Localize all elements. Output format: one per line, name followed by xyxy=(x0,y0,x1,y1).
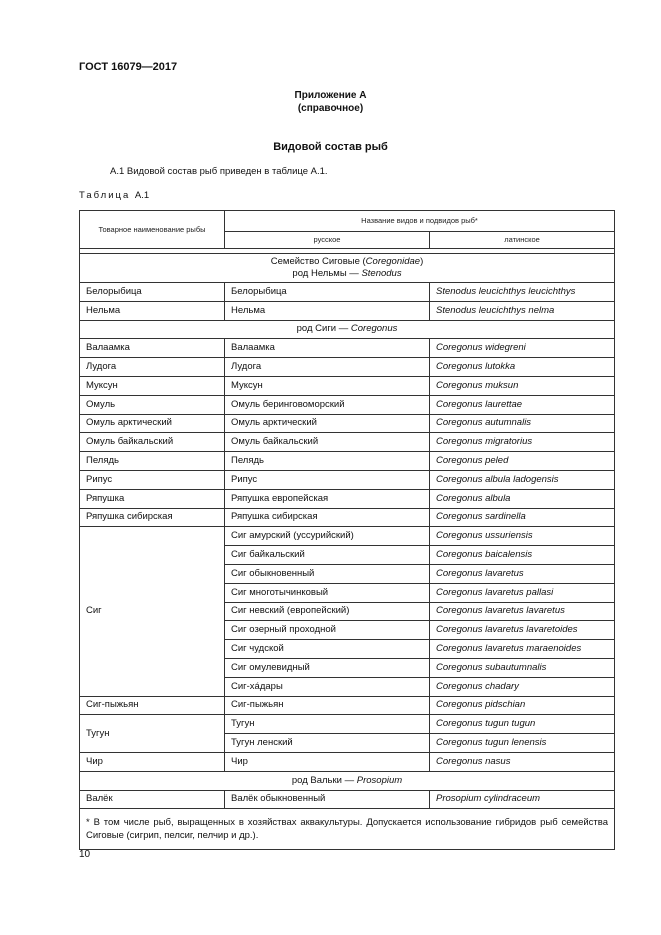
table-cell: Coregonus albula ladogensis xyxy=(430,470,615,489)
table-cell: Ряпушка xyxy=(80,489,225,508)
header-species-names: Название видов и подвидов рыб* xyxy=(225,211,615,232)
table-footnote: * В том числе рыб, выращенных в хозяйствах аквакультуры. Допускается использование гибридов рыб семейства Сиговые (сигрип, пелсиг, пелчир и др.). xyxy=(80,809,615,850)
header-trade-name: Товарное наименование рыбы xyxy=(80,211,225,249)
table-cell: Омуль байкальский xyxy=(225,433,430,452)
table-cell: Coregonus chadary xyxy=(430,677,615,696)
page-number: 10 xyxy=(79,849,91,860)
table-cell: Coregonus lavaretus lavaretoides xyxy=(430,621,615,640)
table-cell: Омуль арктический xyxy=(80,414,225,433)
genus-heading-valki: род Вальки — Prosopium xyxy=(80,771,615,790)
header-russian: русское xyxy=(225,232,430,249)
table-cell: Сиг-хáдары xyxy=(225,677,430,696)
table-cell: Ряпушка европейская xyxy=(225,489,430,508)
table-cell: Сиг озерный проходной xyxy=(225,621,430,640)
table-cell: Муксун xyxy=(80,376,225,395)
table-cell: Валёк xyxy=(80,790,225,809)
header-row xyxy=(80,211,615,232)
genus-heading-sigi: род Сиги — Coregonus xyxy=(80,320,615,339)
table-row xyxy=(80,489,615,508)
table-cell: Сиг обыкновенный xyxy=(225,564,430,583)
table-row xyxy=(80,452,615,471)
table-row xyxy=(80,527,615,546)
table-cell: Лудога xyxy=(225,358,430,377)
tugun-group-trade: Тугун xyxy=(80,715,225,753)
table-cell: Coregonus ussuriensis xyxy=(430,527,615,546)
table-cell: Сиг амурский (уссурийский) xyxy=(225,527,430,546)
table-cell: Coregonus lutokka xyxy=(430,358,615,377)
table-cell: Ряпушка сибирская xyxy=(225,508,430,527)
appendix-subtitle: (справочное) xyxy=(297,103,364,114)
table-row xyxy=(80,358,615,377)
table-cell: Ряпушка сибирская xyxy=(80,508,225,527)
table-cell: Coregonus tugun lenensis xyxy=(430,734,615,753)
table-cell: Coregonus baicalensis xyxy=(430,546,615,565)
table-cell: Coregonus tugun tugun xyxy=(430,715,615,734)
family-row xyxy=(80,254,615,283)
table-cell: Белорыбица xyxy=(225,283,430,302)
intro-paragraph: А.1 Видовой состав рыб приведен в таблице А.1. xyxy=(110,166,328,177)
table-cell: Омуль беринговоморский xyxy=(225,395,430,414)
table-caption xyxy=(79,190,149,201)
table-cell: Пелядь xyxy=(80,452,225,471)
table-row xyxy=(80,790,615,809)
table-cell: Валаамка xyxy=(80,339,225,358)
appendix-title: Приложение А xyxy=(294,90,367,101)
table-cell: Coregonus nasus xyxy=(430,752,615,771)
table-row xyxy=(80,376,615,395)
section-title: Видовой состав рыб xyxy=(273,141,388,153)
standard-header: ГОСТ 16079—2017 xyxy=(79,61,178,73)
table-cell: Нельма xyxy=(225,301,430,320)
table-cell: Пелядь xyxy=(225,452,430,471)
table-cell: Сиг невский (европейский) xyxy=(225,602,430,621)
table-cell: Coregonus lavaretus xyxy=(430,564,615,583)
table-cell: Coregonus migratorius xyxy=(430,433,615,452)
table-cell: Чир xyxy=(225,752,430,771)
table-cell: Тугун xyxy=(225,715,430,734)
species-table xyxy=(79,210,615,850)
table-row xyxy=(80,433,615,452)
table-cell: Омуль xyxy=(80,395,225,414)
table-cell: Coregonus albula xyxy=(430,489,615,508)
table-row xyxy=(80,283,615,302)
table-cell: Рипус xyxy=(80,470,225,489)
table-cell: Валёк обыкновенный xyxy=(225,790,430,809)
table-cell: Валаамка xyxy=(225,339,430,358)
table-cell: Coregonus lavaretus pallasi xyxy=(430,583,615,602)
table-cell: Prosopium cylindraceum xyxy=(430,790,615,809)
table-row xyxy=(80,470,615,489)
table-cell: Сиг байкальский xyxy=(225,546,430,565)
genus-row xyxy=(80,320,615,339)
table-cell: Coregonus muksun xyxy=(430,376,615,395)
table-row xyxy=(80,301,615,320)
table-cell: Coregonus lavaretus maraenoides xyxy=(430,640,615,659)
table-cell: Рипус xyxy=(225,470,430,489)
table-cell: Омуль арктический xyxy=(225,414,430,433)
table-row xyxy=(80,395,615,414)
table-cell: Лудога xyxy=(80,358,225,377)
table-cell: Stenodus leucichthys leucichthys xyxy=(430,283,615,302)
table-cell: Coregonus autumnalis xyxy=(430,414,615,433)
table-cell: Тугун ленский xyxy=(225,734,430,753)
table-cell: Coregonus sardinella xyxy=(430,508,615,527)
table-caption-number: А.1 xyxy=(134,190,150,201)
table-cell: Сиг-пыжьян xyxy=(80,696,225,715)
table-row xyxy=(80,752,615,771)
table-row xyxy=(80,414,615,433)
table-caption-word: Таблица xyxy=(79,190,131,201)
table-row xyxy=(80,339,615,358)
family-heading: Семейство Сиговые (Coregonidae) род Нельмы — Stenodus xyxy=(80,254,615,283)
table-cell: Чир xyxy=(80,752,225,771)
table-cell: Coregonus widegreni xyxy=(430,339,615,358)
table-cell: Coregonus lavaretus lavaretus xyxy=(430,602,615,621)
table-cell: Coregonus peled xyxy=(430,452,615,471)
footnote-row xyxy=(80,809,615,850)
table-cell: Coregonus pidschian xyxy=(430,696,615,715)
table-cell: Сиг многотычинковый xyxy=(225,583,430,602)
table-row xyxy=(80,508,615,527)
table-cell: Белорыбица xyxy=(80,283,225,302)
table-cell: Coregonus subautumnalis xyxy=(430,658,615,677)
table-cell: Сиг-пыжьян xyxy=(225,696,430,715)
header-latin: латинское xyxy=(430,232,615,249)
genus-row xyxy=(80,771,615,790)
table-row xyxy=(80,696,615,715)
sig-group-trade: Сиг xyxy=(80,527,225,696)
table-cell: Омуль байкальский xyxy=(80,433,225,452)
table-row xyxy=(80,715,615,734)
table-cell: Stenodus leucichthys nelma xyxy=(430,301,615,320)
table-cell: Нельма xyxy=(80,301,225,320)
table-cell: Муксун xyxy=(225,376,430,395)
table-cell: Сиг омулевидный xyxy=(225,658,430,677)
table-cell: Сиг чудской xyxy=(225,640,430,659)
table-cell: Coregonus laurettae xyxy=(430,395,615,414)
